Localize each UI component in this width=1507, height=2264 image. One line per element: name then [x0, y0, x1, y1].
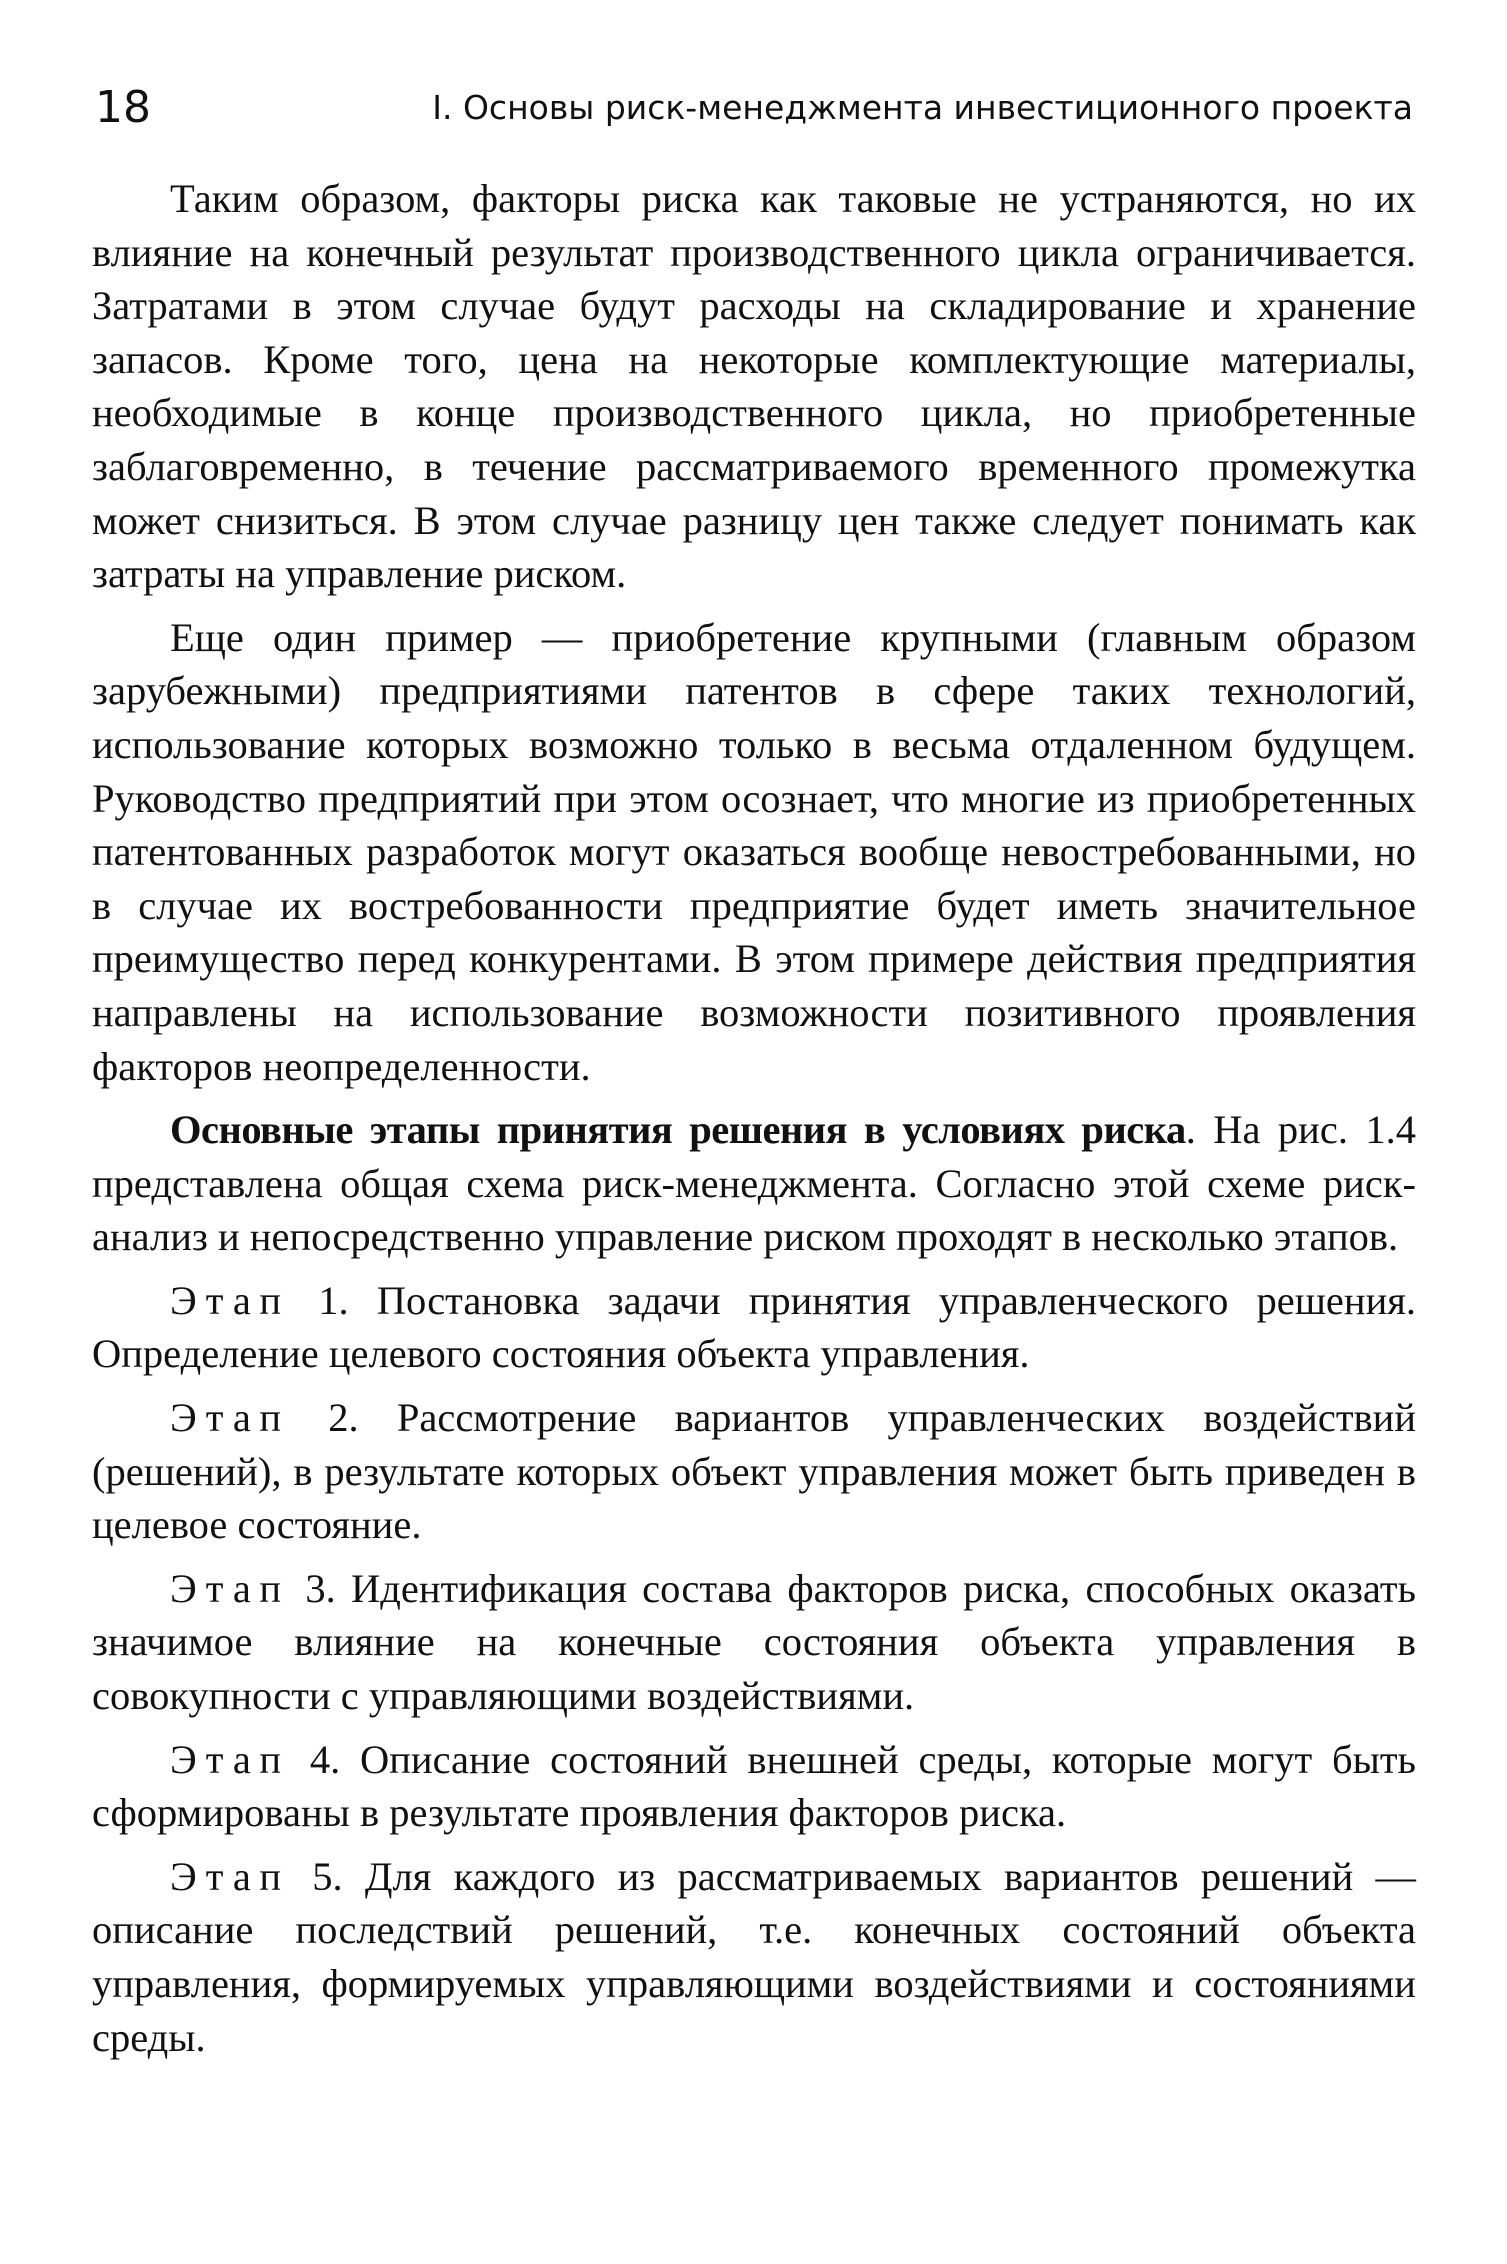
stage-number: 1.	[318, 1277, 349, 1323]
stage-4	[92, 1733, 1416, 1840]
stage-text: Для каждого из рассматриваемых вариантов решений — описание последствий решений, т.е. конечных состояний объекта управления, формируемых управляющими воздействиями и состояниями среды.	[92, 1853, 1417, 2060]
paragraph-text: Таким образом, факторы риска как таковые не устраняются, но их влияние на конечный результат производственного цикла ограничивается. Затратами в этом случае будут расходы на складирование и хранение запасов. Кроме того, цена на некоторые комплектующие материалы, необходимые в конце производственного цикла, но приобретенные заблаговременно, в течение рассматриваемого временного промежутка может снизиться. В этом случае разницу цен также следует понимать как затраты на управление риском.	[92, 176, 1416, 597]
stage-label: Этап	[170, 1277, 291, 1323]
paragraph-1	[92, 172, 1416, 601]
body-text	[92, 172, 1416, 2074]
stage-number: 4.	[309, 1736, 341, 1782]
stage-text: Идентификация состава факторов риска, способных оказать значимое влияние на конечные состояния объекта управления в совокупности с управляющими воздействиями.	[92, 1565, 1417, 1719]
stage-text: Постановка задачи принятия управленческого решения. Определение целевого состояния объекта управления.	[92, 1277, 1416, 1377]
stage-label: Этап	[170, 1853, 291, 1899]
section-lead-heading: Основные этапы принятия решения в условиях риска	[170, 1107, 1186, 1153]
paragraph-text: . На рис. 1.4 представлена общая схема риск-менеджмента. Согласно этой схеме риск-анализ и непосредственно управление риском проходят в несколько этапов.	[92, 1107, 1416, 1260]
stage-number: 5.	[312, 1853, 343, 1899]
stage-1	[92, 1274, 1416, 1381]
stage-text: Описание состояний внешней среды, которые могут быть сформированы в результате проявления факторов риска.	[92, 1736, 1417, 1836]
stage-3	[92, 1562, 1416, 1723]
paragraph-2	[92, 611, 1416, 1093]
paragraph-3	[92, 1103, 1416, 1264]
stage-text: Рассмотрение вариантов управленческих воздействий (решений), в результате которых объект управления может быть приведен в целевое состояние.	[92, 1395, 1417, 1548]
paragraph-text: Еще один пример — приобретение крупными (главным образом зарубежными) предприятиями патентов в сфере таких технологий, использование которых возможно только в весьма отдаленном будущем. Руководство предприятий при этом осознает, что многие из приобретенных патентованных разработок могут оказаться вообще невостребованными, но в случае их востребованности предприятие будет иметь значительное преимущество перед конкурентами. В этом примере действия предприятия направлены на использование возможности позитивного проявления факторов неопределенности.	[92, 614, 1416, 1089]
stage-label: Этап	[170, 1565, 291, 1611]
stage-number: 3.	[305, 1565, 336, 1611]
stage-2	[92, 1391, 1416, 1552]
page-header	[95, 78, 1413, 138]
stage-label: Этап	[170, 1395, 291, 1441]
stage-5	[92, 1850, 1416, 2064]
running-title: I. Основы риск-менеджмента инвестиционного проекта	[432, 88, 1413, 127]
page-number: 18	[95, 82, 151, 133]
stage-number: 2.	[328, 1395, 359, 1441]
stage-label: Этап	[170, 1736, 291, 1782]
